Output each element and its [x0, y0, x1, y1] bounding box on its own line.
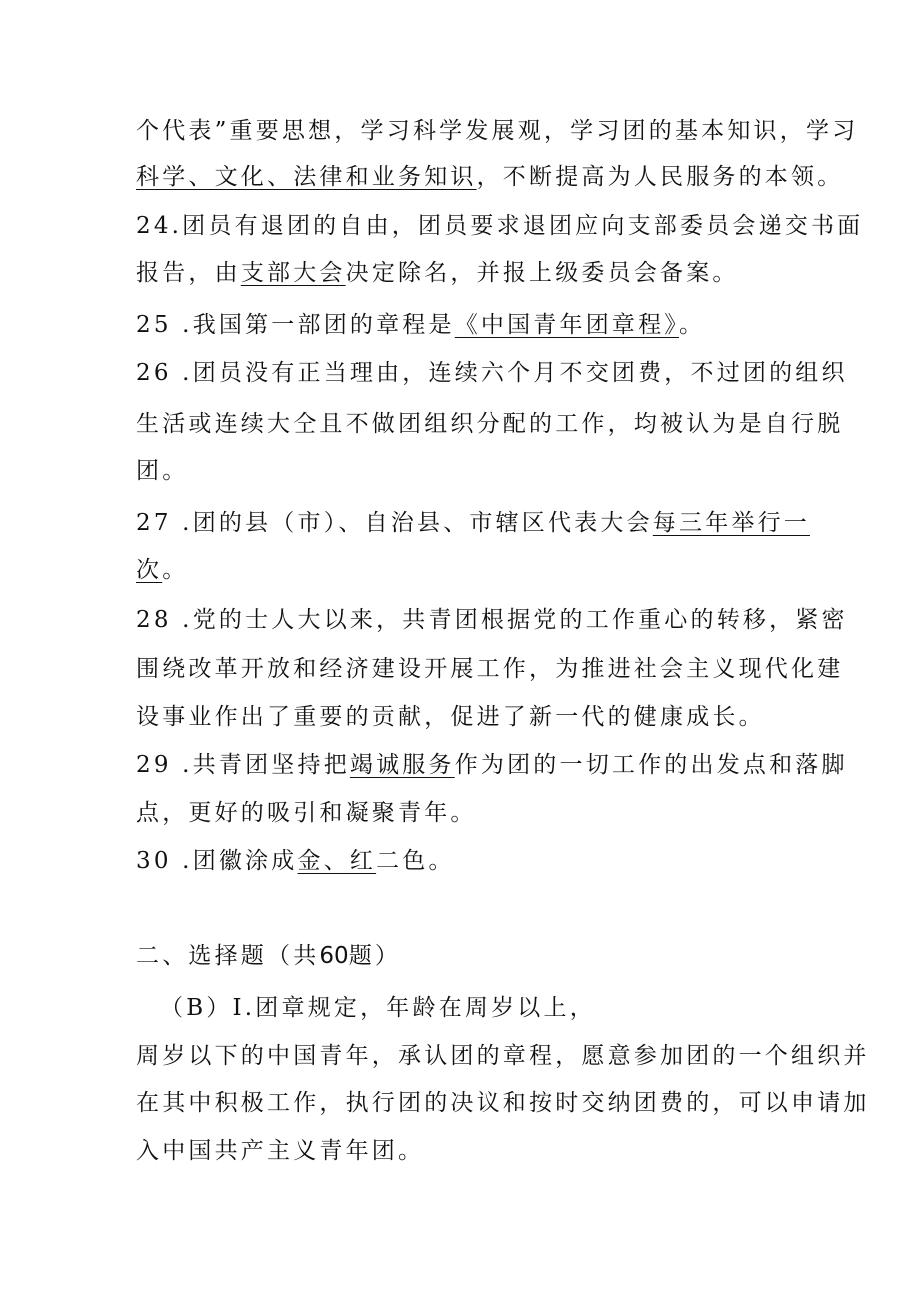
item-30: 30 .团徽涂成金、红二色。: [136, 848, 455, 874]
text-line: 科学、文化、法律和业务知识，不断提高为人民服务的本领。: [136, 164, 844, 190]
text-line: 生活或连续大仝且不做团组织分配的工作，均被认为是自行脱: [136, 411, 844, 437]
item-25: 25 .我国第一部团的章程是《中国青年团章程》。: [136, 312, 706, 338]
answer-label: （B）: [160, 995, 233, 1021]
item-24: 24.团员有退团的自由，团员要求退团应向支部委员会递交书面: [136, 213, 864, 239]
text-line: 周岁以下的中国青年，承认团的章程，愿意参加团的一个组织并: [136, 1043, 870, 1069]
item-29: 29 .共青团坚持把竭诚服务作为团的一切工作的出发点和落脚: [136, 752, 848, 778]
item-27: 27 .团的县（市）、自治县、市辖区代表大会每三年举行一: [136, 510, 810, 536]
text-line: 入中国共产主义青年团。: [136, 1138, 425, 1164]
underlined-answer: 科学、文化、法律和业务知识: [136, 164, 477, 190]
text-line: 团。: [136, 458, 189, 484]
underlined-answer: 竭诚服务: [349, 752, 455, 778]
text-line: 设事业作出了重要的贡献，促进了新一代的健康成长。: [136, 704, 765, 730]
item-26: 26 .团员没有正当理由，连续六个月不交团费，不过团的组织: [136, 360, 848, 386]
text-line: 围绕改革开放和经济建设开展工作，为推进社会主义现代化建: [136, 656, 844, 682]
item-28: 28 .党的士人大以来，共青团根据党的工作重心的转移，紧密: [136, 607, 848, 633]
underlined-answer: 《中国青年团章程》: [454, 312, 680, 338]
underlined-answer: 金、红: [297, 848, 377, 874]
text-line: 点，更好的吸引和凝聚青年。: [136, 800, 477, 826]
text-line: 次。: [136, 557, 189, 583]
underlined-answer: 每三年举行一: [652, 510, 810, 536]
text-line: 报告，由支部大会决定除名，并报上级委员会备案。: [136, 260, 739, 286]
underlined-answer: 次: [136, 557, 163, 583]
underlined-answer: 支部大会: [240, 260, 346, 286]
text-line: 在其中积极工作，执行团的决议和按时交纳团费的，可以申请加: [136, 1090, 870, 1116]
question-1: （B）I.团章规定，年龄在周岁以上，: [160, 995, 596, 1021]
section-title: 二、选择题（共60题）: [136, 943, 402, 969]
text-line: 个代表”重要思想，学习科学发展观，学习团的基本知识，学习: [136, 118, 859, 144]
